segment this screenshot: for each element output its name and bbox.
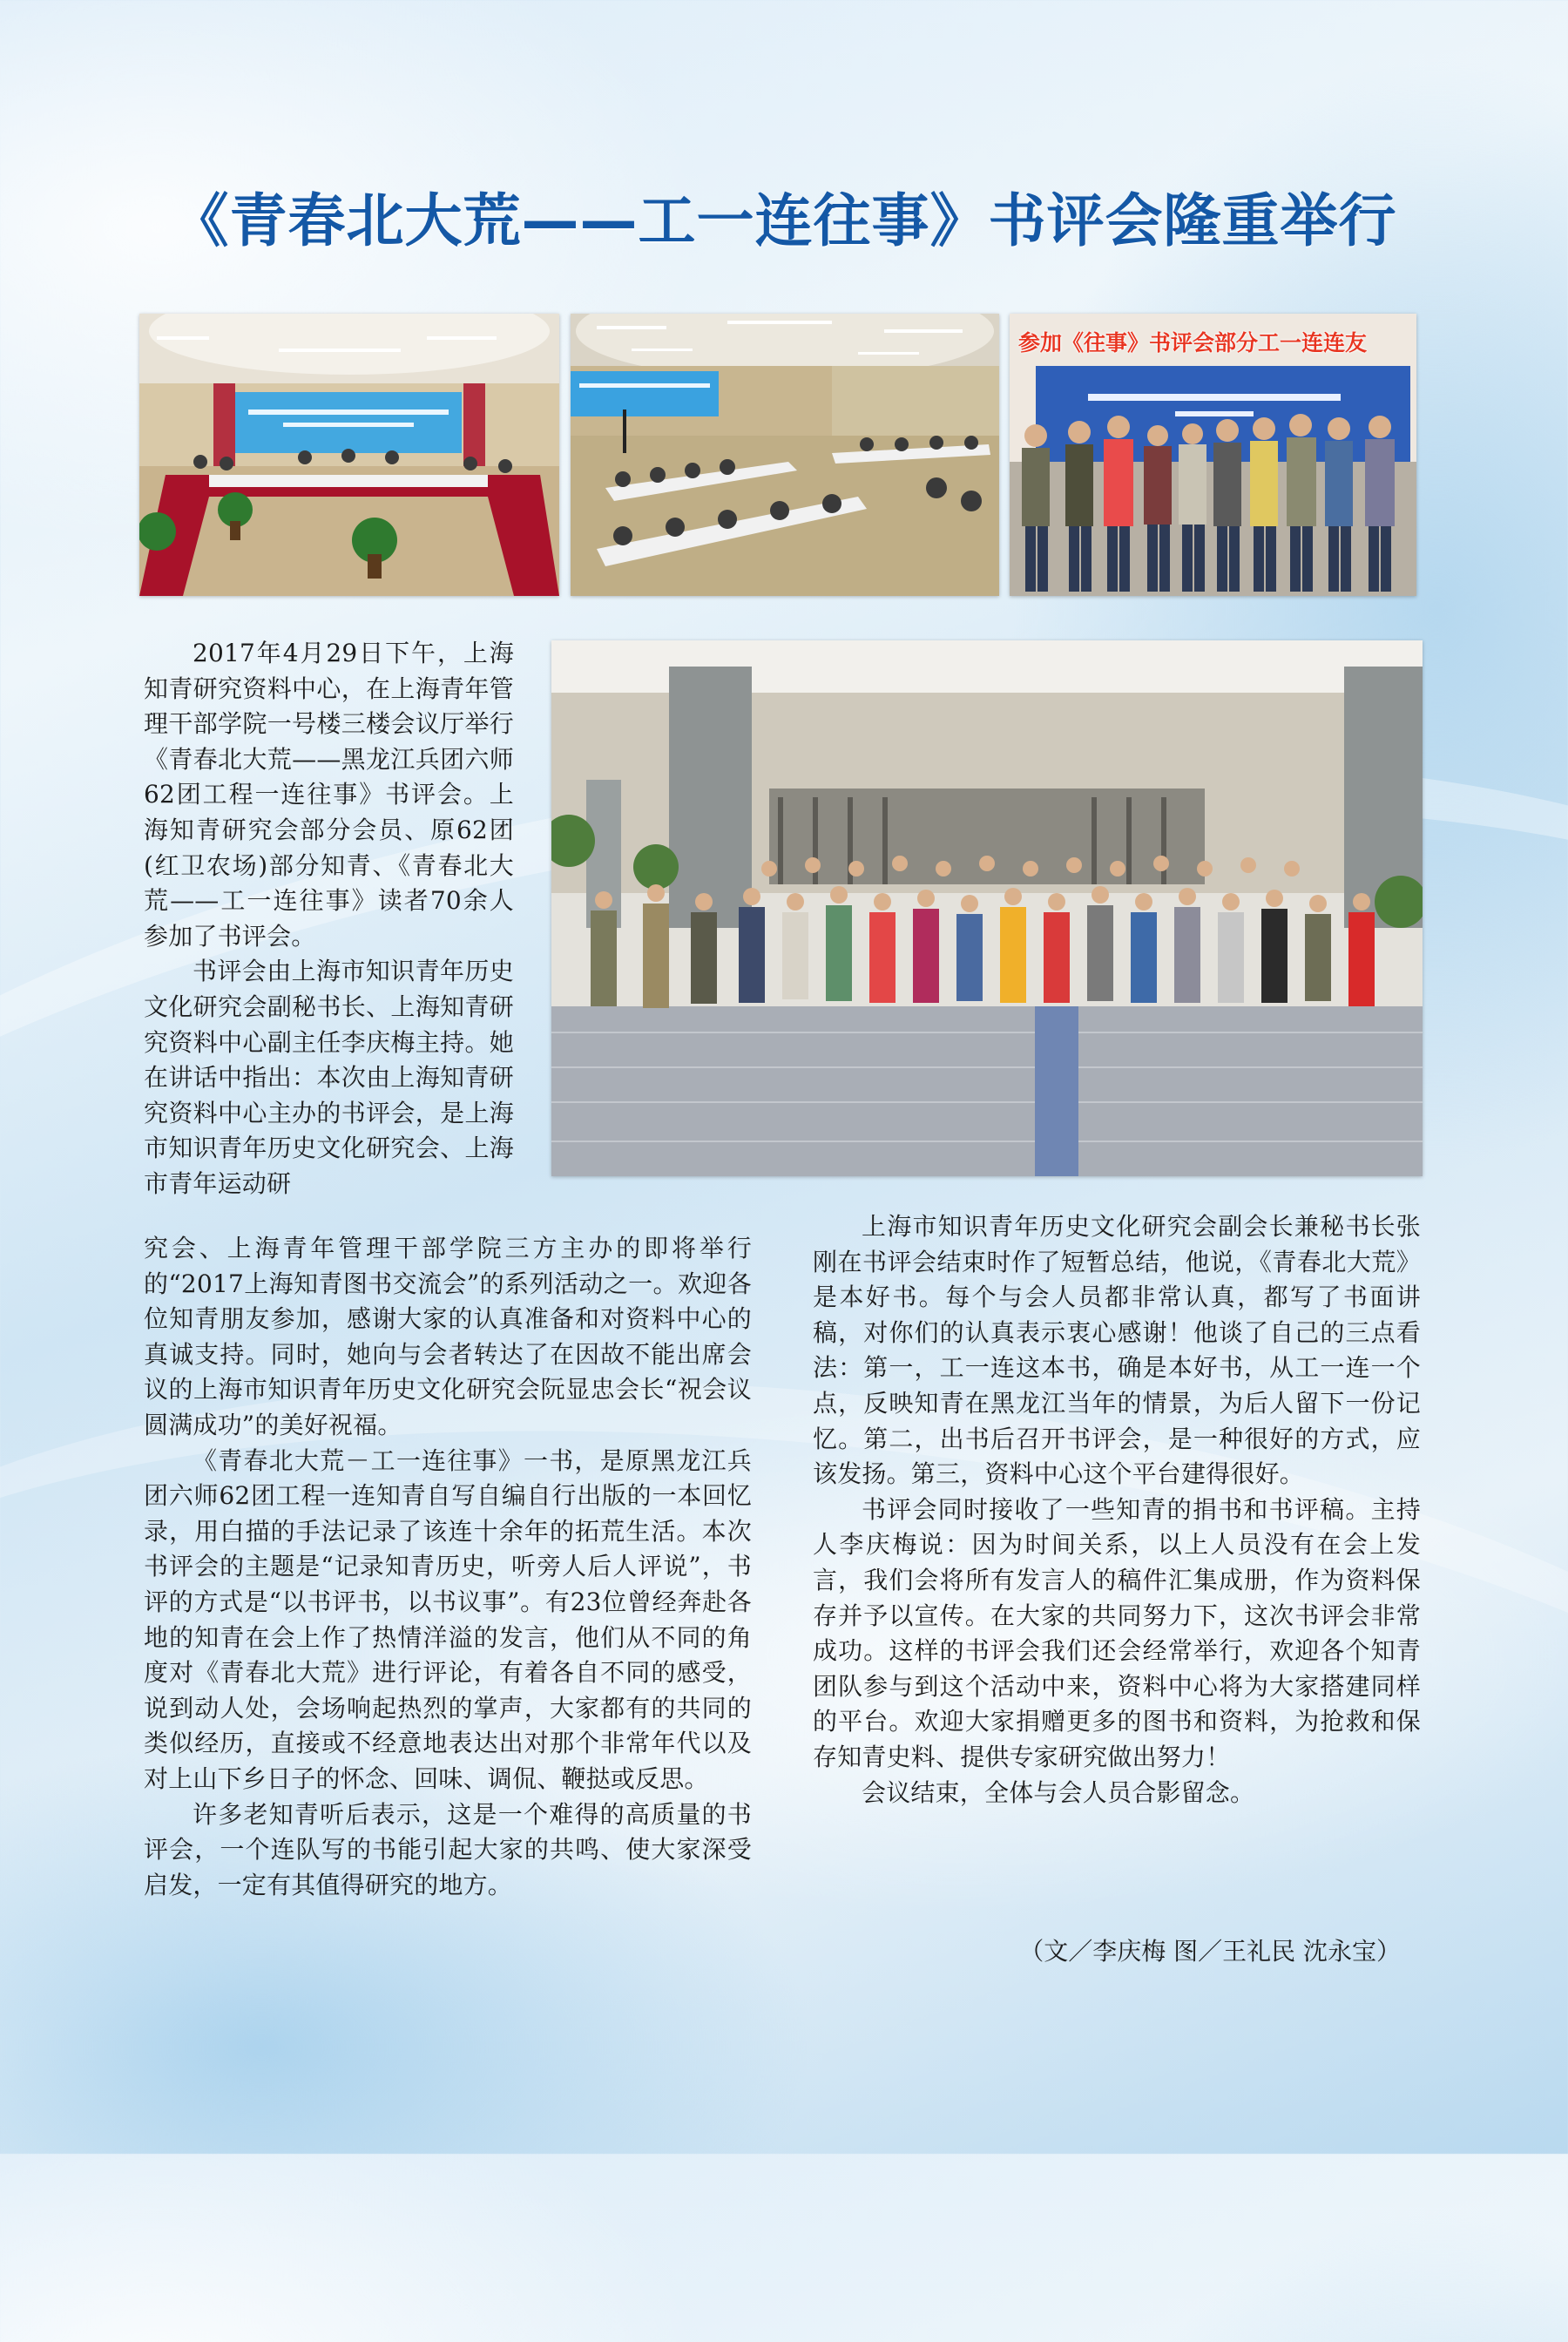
paragraph-closing: 会议结束，全体与会人员合影留念。 [862,1777,1255,1807]
photo-group-all-attendees [551,640,1423,1176]
article-title: 《青春北大荒——工一连往事》书评会隆重举行 [171,187,1397,254]
article-column-right [813,1209,1421,1811]
paragraph-donations: 书评会同时接收了一些知青的捐书和书评稿。主持人李庆梅说：因为时间关系，以上人员没有在会上发言，我们会将所有发言人的稿件汇集成册，作为资料保存并予以宣传。在大家的共同努力下，这次书评会非常成功。这样的书评会我们还会经常举行，欢迎各个知青团队参与到这个活动中来，资料中心将为大家搭建同样的平台。欢迎大家捐赠更多的图书和资料，为抢救和保存知青史料、提供专家研究做出努力！ [813,1494,1421,1771]
paragraph-reader-feedback: 许多老知青听后表示，这是一个难得的高质量的书评会，一个连队写的书能引起大家的共鸣、使大家深受启发，一定有其值得研究的地方。 [144,1799,752,1899]
photo-group-friends [1010,314,1416,596]
paragraph-summary-speech: 上海市知识青年历史文化研究会副会长兼秘书长张刚在书评会结束时作了短暂总结，他说，《青春北大荒》是本好书。每个与会人员都非常认真，都写了书面讲稿，对你们的认真表示衷心感谢！他谈了自己的三点看法：第一，工一连这本书，确是本好书，从工一连一个点，反映知青在黑龙江当年的情景，为后人留下一份记忆。第二，出书后召开书评会，是一种很好的方式，应该发扬。第三，资料中心这个平台建得很好。 [813,1212,1421,1489]
photo-meeting-room-1 [139,314,559,596]
paragraph-host-part2: 究会、上海青年管理干部学院三方主办的即将举行的“2017上海知青图书交流会”的系列活动之一。欢迎各位知青朋友参加，感谢大家的认真准备和对资料中心的真诚支持。同时，她向与会者转达了在因故不能出席会议的上海市知识青年历史文化研究会阮显忠会长“祝会议圆满成功”的美好祝福。 [144,1234,752,1439]
article-column-left-top [144,636,514,1202]
photo-caption: 参加《往事》书评会部分工一连连友 [1018,330,1368,355]
paragraph-book-summary: 《青春北大荒－工一连往事》一书，是原黑龙江兵团六师62团工程一连知青自写自编自行出版的一本回忆录，用白描的手法记录了该连十余年的拓荒生活。本次书评会的主题是“记录知青历史，听旁人后人评说”，书评的方式是“以书评书，以书议事”。有23位曾经奔赴各地的知青在会上作了热情洋溢的发言，他们从不同的角度对《青春北大荒》进行评论，有着各自不同的感受，说到动人处，会场响起热烈的掌声，大家都有的共同的类似经历，直接或不经意地表达出对那个非常年代以及对上山下乡日子的怀念、回味、调侃、鞭挞或反思。 [144,1445,752,1793]
photo-meeting-room-2 [571,314,999,596]
paragraph-host-part1: 书评会由上海市知识青年历史文化研究会副秘书长、上海知青研究资料中心副主任李庆梅主持。她在讲话中指出：本次由上海知青研究资料中心主办的书评会，是上海市知识青年历史文化研究会、上海市青年运动研 [144,957,514,1198]
paragraph-intro: 2017年4月29日下午，上海知青研究资料中心，在上海青年管理干部学院一号楼三楼会议厅举行《青春北大荒——黑龙江兵团六师62团工程一连往事》书评会。上海知青研究会部分会员、原62团(红卫农场)部分知青、《青春北大荒——工一连往事》读者70余人参加了书评会。 [144,639,514,951]
article-credit: （文／李庆梅 图／王礼民 沈永宝） [1019,1937,1401,1966]
article-column-left-bottom [144,1231,752,1903]
